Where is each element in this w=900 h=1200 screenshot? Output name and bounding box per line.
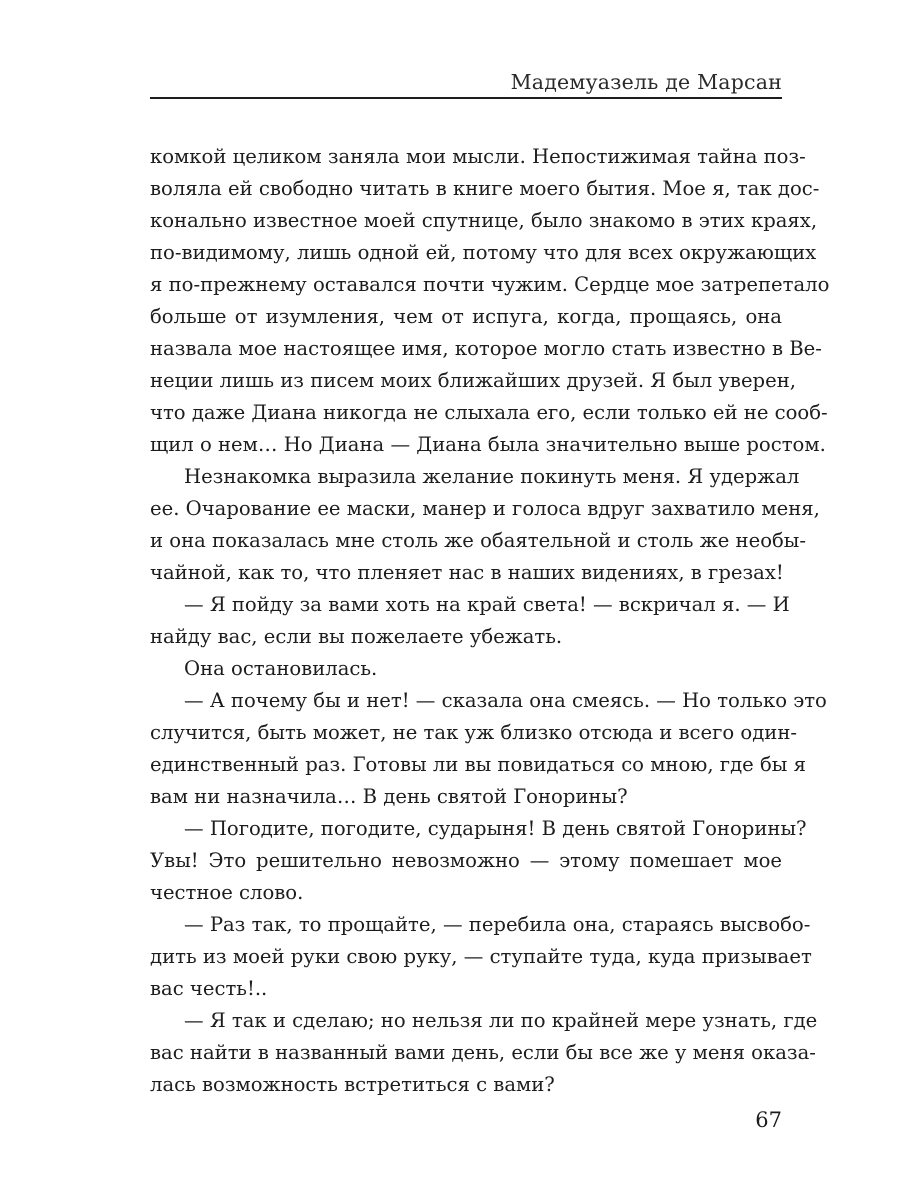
text-line: Увы! Это решительно невозможно — этому помешает мое [150, 849, 782, 872]
text-line: Незнакомка выразила желание покинуть меня. Я удержал [184, 465, 800, 488]
text-line: и она показалась мне столь же обаятельной и столь же необы- [150, 529, 807, 552]
text-line: вас честь!.. [150, 977, 268, 1000]
text-line: чайной, как то, что пленяет нас в наших видениях, в грезах! [150, 561, 784, 584]
text-line: честное слово. [150, 881, 304, 904]
text-line: случится, быть может, не так уж близко отсюда и всего один- [150, 721, 798, 744]
text-line: вам ни назначила… В день святой Гонорины? [150, 785, 628, 808]
text-line: вас найти в названный вами день, если бы все же у меня оказа- [150, 1041, 816, 1064]
text-line: больше от изумления, чем от испуга, когда, прощаясь, она [150, 305, 782, 328]
body-text [150, 141, 830, 1101]
running-title: Мадемуазель де Марсан [510, 70, 782, 94]
header-rule [150, 97, 782, 99]
text-line: я по-прежнему оставался почти чужим. Сердце мое затрепетало [150, 273, 830, 296]
text-line: ее. Очарование ее маски, манер и голоса вдруг захватило меня, [150, 497, 820, 520]
text-line: назвала мое настоящее имя, которое могло стать известно в Ве- [150, 337, 822, 360]
text-line: — Погодите, погодите, сударыня! В день святой Гонорины? [184, 817, 807, 840]
text-line: воляла ей свободно читать в книге моего бытия. Мое я, так дос- [150, 177, 820, 200]
text-line: — А почему бы и нет! — сказала она смеясь. — Но только это [184, 689, 827, 712]
text-line: — Я так и сделаю; но нельзя ли по крайней мере узнать, где [184, 1009, 818, 1032]
text-line: конально известное моей спутнице, было знакомо в этих краях, [150, 209, 818, 232]
text-line: лась возможность встретиться с вами? [150, 1073, 555, 1096]
text-line: — Я пойду за вами хоть на край света! — вскричал я. — И [184, 593, 790, 616]
text-line: — Раз так, то прощайте, — перебила она, стараясь высвобо- [184, 913, 811, 936]
text-line: дить из моей руки свою руку, — ступайте туда, куда призывает [150, 945, 812, 968]
text-line: комкой целиком заняла мои мысли. Непостижимая тайна поз- [150, 145, 806, 168]
text-line: единственный раз. Готовы ли вы повидаться со мною, где бы я [150, 753, 806, 776]
text-line: Она остановилась. [184, 657, 378, 680]
text-line: неции лишь из писем моих ближайших друзей. Я был уверен, [150, 369, 796, 392]
page-number: 67 [755, 1108, 782, 1132]
text-line: по-видимому, лишь одной ей, потому что для всех окружающих [150, 241, 817, 264]
text-line: щил о нем… Но Диана — Диана была значительно выше ростом. [150, 433, 826, 456]
text-line: что даже Диана никогда не слыхала его, если только ей не сооб- [150, 401, 828, 424]
text-line: найду вас, если вы пожелаете убежать. [150, 625, 563, 648]
